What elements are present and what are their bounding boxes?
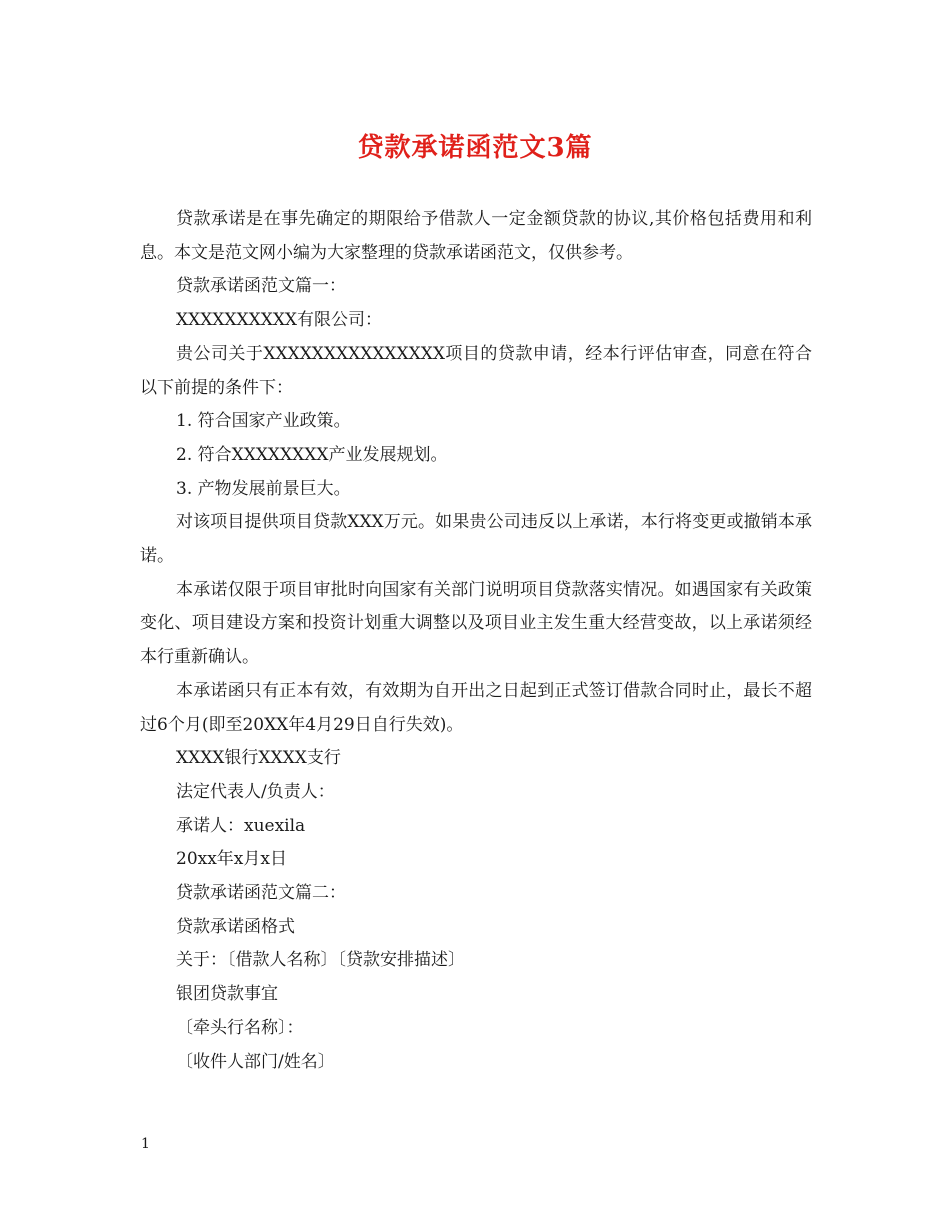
paragraph-addressee: XXXXXXXXXX有限公司： bbox=[176, 310, 383, 331]
document-body bbox=[140, 203, 812, 1079]
document-title: 贷款承诺函范文3篇 bbox=[357, 133, 593, 163]
paragraph-loan-offer: 对该项目提供项目贷款XXX万元。如果贵公司违反以上承诺，本行将变更或撤销本承诺。 bbox=[140, 512, 812, 567]
paragraph-legal-representative: 法定代表人/负责人： bbox=[176, 781, 335, 802]
page-number: 1 bbox=[141, 1136, 150, 1152]
paragraph-application: 贵公司关于XXXXXXXXXXXXXXX项目的贷款申请，经本行评估审查，同意在符合以下前提的条件下： bbox=[140, 343, 812, 398]
paragraph-condition-3: 3. 产物发展前景巨大。 bbox=[176, 478, 351, 499]
paragraph-date: 20xx年x月x日 bbox=[176, 849, 287, 870]
paragraph-recipient: 〔收件人部门/姓名〕 bbox=[176, 1051, 335, 1072]
paragraph-scope: 本承诺仅限于项目审批时向国家有关部门说明项目贷款落实情况。如遇国家有关政策变化、项目建设方案和投资计划重大调整以及项目业主发生重大经营变故，以上承诺须经本行重新确认。 bbox=[140, 579, 812, 668]
paragraph-heading-one: 贷款承诺函范文篇一： bbox=[176, 276, 346, 297]
paragraph-validity: 本承诺函只有正本有效，有效期为自开出之日起到正式签订借款合同时止，最长不超过6个月(即至20XX年4月29日自行失效)。 bbox=[140, 680, 812, 735]
paragraph-heading-two: 贷款承诺函范文篇二： bbox=[176, 883, 346, 904]
paragraph-bank-branch: XXXX银行XXXX支行 bbox=[176, 748, 341, 769]
paragraph-lead-bank: 〔牵头行名称〕： bbox=[176, 1017, 304, 1038]
paragraph-condition-1: 1. 符合国家产业政策。 bbox=[176, 411, 351, 432]
paragraph-syndicated-loan: 银团贷款事宜 bbox=[176, 984, 278, 1005]
paragraph-promisor: 承诺人：xuexila bbox=[176, 815, 306, 836]
paragraph-regarding: 关于：〔借款人名称〕〔贷款安排描述〕 bbox=[176, 950, 465, 971]
paragraph-intro: 贷款承诺是在事先确定的期限给予借款人一定金额贷款的协议,其价格包括费用和利息。本文是范文网小编为大家整理的贷款承诺函范文，仅供参考。 bbox=[140, 209, 812, 263]
paragraph-format-title: 贷款承诺函格式 bbox=[176, 916, 295, 937]
paragraph-condition-2: 2. 符合XXXXXXXX产业发展规划。 bbox=[176, 444, 448, 465]
